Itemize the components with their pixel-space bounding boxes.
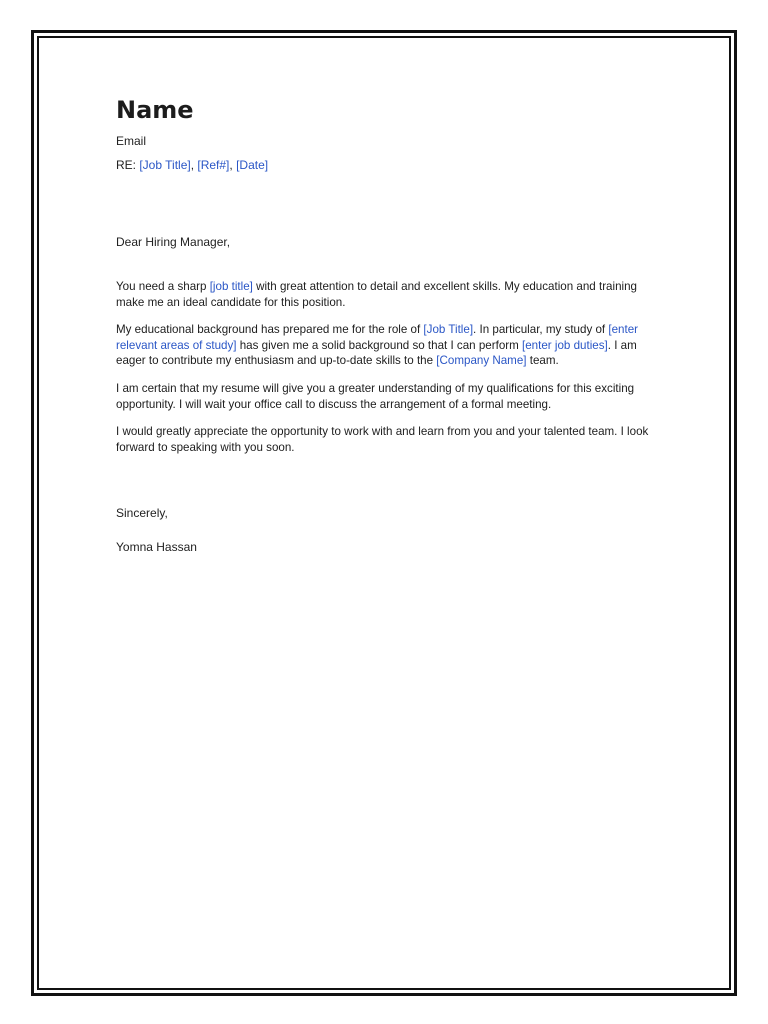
company-name-placeholder: [Company Name] <box>436 354 527 368</box>
re-separator: , <box>229 158 237 172</box>
job-duties-placeholder: [enter job duties] <box>522 338 608 352</box>
paragraph-text: . I am eager to contribute my enthusiasm and up-to-date skills to the <box>116 338 637 368</box>
job-title-placeholder: [Job Title] <box>423 323 474 337</box>
sender-name: Name <box>116 96 194 124</box>
paragraph-text: team. <box>526 354 559 368</box>
salutation: Dear Hiring Manager, <box>116 235 231 249</box>
re-ref-placeholder: [Ref#] <box>197 158 230 172</box>
paragraph-text: . In particular, my study of <box>473 323 609 337</box>
re-prefix: RE: <box>116 158 140 172</box>
re-job-title-placeholder: [Job Title] <box>139 158 191 172</box>
reference-line <box>116 158 656 173</box>
paragraph-text: with great attention to detail and excellent skills. My education and training make me an ideal candidate for this position. <box>116 280 637 309</box>
re-date-placeholder: [Date] <box>236 158 269 172</box>
paragraph-3: I am certain that my resume will give you a greater understanding of my qualifications for this exciting opportunity. I will wait your office call to discuss the arrangement of a formal meeting. <box>116 381 635 411</box>
paragraph-4: I would greatly appreciate the opportunity to work with and learn from you and your talented team. I look forward to speaking with you soon. <box>116 425 649 454</box>
paragraph-text: My educational background has prepared me for the role of <box>116 323 424 337</box>
closing: Sincerely, <box>116 506 168 521</box>
job-title-placeholder: [job title] <box>209 280 253 293</box>
sender-email: Email <box>116 134 147 148</box>
study-areas-placeholder: [enter relevant areas of study] <box>116 323 639 352</box>
letter-content <box>116 96 656 555</box>
paragraph-1 <box>116 279 656 310</box>
paragraph-text: You need a sharp <box>116 280 210 293</box>
signature: Yomna Hassan <box>116 540 197 555</box>
paragraph-text: has given me a solid background so that I can perform <box>236 338 523 352</box>
re-separator: , <box>190 158 198 172</box>
paragraph-2 <box>116 322 656 369</box>
